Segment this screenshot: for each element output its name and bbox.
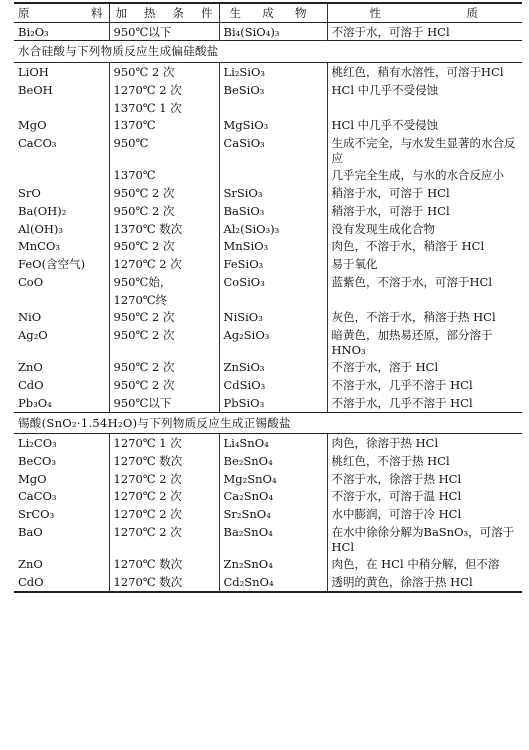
property-cell: 不溶于水，徐溶于热 HCl <box>327 470 522 488</box>
product-cell <box>219 166 327 184</box>
property-cell: 不溶于水，几乎不溶于 HCl <box>327 394 522 412</box>
product-cell: BeSiO₃ <box>219 81 327 99</box>
product-cell: ZnSiO₃ <box>219 358 327 376</box>
heating-condition-cell: 950℃ 2 次 <box>109 202 219 220</box>
material-cell: SrCO₃ <box>18 507 55 522</box>
heating-condition-cell: 1270℃ 2 次 <box>109 523 219 555</box>
material-cell: MgO <box>18 118 47 133</box>
table-row <box>14 255 522 273</box>
heating-condition-cell: 950℃ 2 次 <box>109 63 219 81</box>
material-cell: NiO <box>18 310 42 325</box>
section-heading: 锡酸(SnO₂·1.54H₂O)与下列物质反应生成正锡酸盐 <box>14 412 522 434</box>
product-cell: Bi₄(SiO₄)₃ <box>219 22 327 41</box>
header-product: 生成物 <box>219 3 327 22</box>
property-cell: 透明的黄色，徐溶于热 HCl <box>327 573 522 592</box>
heating-condition-cell: 1370℃ <box>109 166 219 184</box>
table-row <box>14 487 522 505</box>
product-cell: CaSiO₃ <box>219 134 327 166</box>
table-group <box>14 22 522 41</box>
header-row <box>14 3 522 22</box>
product-cell: Cd₂SnO₄ <box>219 573 327 592</box>
property-cell: 蓝紫色，不溶于水，可溶于HCl <box>327 273 522 291</box>
material-cell: CoO <box>18 274 44 289</box>
table-row <box>14 555 522 573</box>
product-cell: Be₂SnO₄ <box>219 452 327 470</box>
material-cell: BaO <box>18 524 43 539</box>
product-cell: Al₂(SiO₃)₃ <box>219 220 327 238</box>
table-row <box>14 326 522 358</box>
heating-condition-cell: 1370℃ <box>109 116 219 134</box>
property-cell <box>327 291 522 309</box>
table-row <box>14 358 522 376</box>
header-raw-material: 原料 <box>14 3 109 22</box>
material-cell: MnCO₃ <box>18 239 61 254</box>
heating-condition-cell: 950℃以下 <box>109 394 219 412</box>
table-row <box>14 376 522 394</box>
material-cell: CdO <box>14 573 109 592</box>
property-cell: HCl 中几乎不受侵蚀 <box>327 81 522 99</box>
heating-condition-cell: 1270℃ 2 次 <box>109 255 219 273</box>
table-row <box>14 452 522 470</box>
property-cell: 肉色，在 HCl 中稍分解，但不溶 <box>327 555 522 573</box>
table-row <box>14 166 522 184</box>
heating-condition-cell: 950℃ 2 次 <box>109 184 219 202</box>
property-cell: 暗黄色，加热易还原，部分溶于HNO₃ <box>327 326 522 358</box>
property-cell: 桃红色，稍有水溶性，可溶于HCl <box>327 63 522 81</box>
property-cell: 几乎完全生成，与水的水合反应小 <box>327 166 522 184</box>
product-cell: CdSiO₃ <box>219 376 327 394</box>
product-cell: Li₂SiO₃ <box>219 63 327 81</box>
material-cell: ZnO <box>18 360 43 375</box>
table-row <box>14 505 522 523</box>
property-cell: 在水中徐徐分解为BaSnO₃，可溶于 HCl <box>327 523 522 555</box>
product-cell: MnSiO₃ <box>219 237 327 255</box>
material-cell: CdO <box>18 378 44 393</box>
property-cell: 肉色，不溶于水，稍溶于 HCl <box>327 237 522 255</box>
product-cell: FeSiO₃ <box>219 255 327 273</box>
silicate-stannate-table <box>14 2 522 593</box>
heating-condition-cell: 950℃ 2 次 <box>109 237 219 255</box>
property-cell: 桃红色，不溶于热 HCl <box>327 452 522 470</box>
product-cell: NiSiO₃ <box>219 308 327 326</box>
property-cell: 水中膨润，可溶于冷 HCl <box>327 505 522 523</box>
heating-condition-cell: 950℃始， <box>109 273 219 291</box>
header-heating-conditions: 加热条件 <box>109 3 219 22</box>
product-cell: MgSiO₃ <box>219 116 327 134</box>
material-cell: CaCO₃ <box>18 136 57 151</box>
product-cell: Ba₂SnO₄ <box>219 523 327 555</box>
material-cell: MgO <box>18 471 47 486</box>
material-cell: Al(OH)₃ <box>18 221 64 236</box>
heating-condition-cell: 950℃ 2 次 <box>109 376 219 394</box>
table-row <box>14 308 522 326</box>
section-heading-row <box>14 412 522 434</box>
heating-condition-cell: 1270℃ 数次 <box>109 452 219 470</box>
material-cell: SrO <box>18 186 41 201</box>
property-cell: 稍溶于水，可溶于 HCl <box>327 184 522 202</box>
material-cell <box>14 291 109 309</box>
table-row <box>14 434 522 452</box>
heating-condition-cell: 1270℃ 2 次 <box>109 487 219 505</box>
section-heading: 水合硅酸与下列物质反应生成偏硅酸盐 <box>14 41 522 63</box>
heating-condition-cell: 950℃ 2 次 <box>109 358 219 376</box>
table-row <box>14 63 522 81</box>
heating-condition-cell: 1270℃ 数次 <box>109 555 219 573</box>
property-cell: 不溶于水，几乎不溶于 HCl <box>327 376 522 394</box>
heating-condition-cell: 950℃ 2 次 <box>109 326 219 358</box>
table-row <box>14 81 522 99</box>
material-cell: Li₂CO₃ <box>18 436 57 451</box>
property-cell: 生成不完全，与水发生显著的水合反应 <box>327 134 522 166</box>
property-cell: 稍溶于水，可溶于 HCl <box>327 202 522 220</box>
material-cell: BeCO₃ <box>18 453 57 468</box>
table-row <box>14 116 522 134</box>
material-cell: ZnO <box>18 557 43 572</box>
table-row <box>14 237 522 255</box>
table-row <box>14 273 522 291</box>
property-cell: 易于氧化 <box>327 255 522 273</box>
heating-condition-cell: 950℃ 2 次 <box>109 308 219 326</box>
table-row <box>14 99 522 117</box>
table-row <box>14 291 522 309</box>
table-group <box>14 412 522 592</box>
table-row <box>14 184 522 202</box>
table-row <box>14 523 522 555</box>
property-cell: 灰色，不溶于水，稍溶于热 HCl <box>327 308 522 326</box>
product-cell <box>219 291 327 309</box>
material-cell: Ba(OH)₂ <box>18 203 67 218</box>
material-cell: FeO(含空气) <box>18 257 86 272</box>
table-row <box>14 573 522 592</box>
section-heading-row <box>14 41 522 63</box>
heating-condition-cell: 1370℃ 数次 <box>109 220 219 238</box>
heating-condition-cell: 1270℃终 <box>109 291 219 309</box>
material-cell: Pb₃O₄ <box>18 395 52 410</box>
product-cell: Ca₂SnO₄ <box>219 487 327 505</box>
table-row <box>14 394 522 412</box>
property-cell: 不溶于水，可溶于 HCl <box>327 22 522 41</box>
product-cell: PbSiO₃ <box>219 394 327 412</box>
heating-condition-cell: 1270℃ 2 次 <box>109 81 219 99</box>
material-cell: Ag₂O <box>18 327 48 342</box>
property-cell: 肉色，徐溶于热 HCl <box>327 434 522 452</box>
property-cell <box>327 99 522 117</box>
property-cell: 不溶于水，可溶于温 HCl <box>327 487 522 505</box>
table-row <box>14 202 522 220</box>
material-cell <box>14 99 109 117</box>
header-properties: 性质 <box>327 3 522 22</box>
heating-condition-cell: 1270℃ 1 次 <box>109 434 219 452</box>
product-cell: Zn₂SnO₄ <box>219 555 327 573</box>
table-header <box>14 3 522 22</box>
product-cell: Ag₂SiO₃ <box>219 326 327 358</box>
material-cell <box>14 166 109 184</box>
product-cell: SrSiO₃ <box>219 184 327 202</box>
property-cell: HCl 中几乎不受侵蚀 <box>327 116 522 134</box>
product-cell: CoSiO₃ <box>219 273 327 291</box>
material-cell: CaCO₃ <box>18 489 57 504</box>
table-row <box>14 22 522 41</box>
heating-condition-cell: 1370℃ 1 次 <box>109 99 219 117</box>
heating-condition-cell: 1270℃ 2 次 <box>109 470 219 488</box>
product-cell: Mg₂SnO₄ <box>219 470 327 488</box>
material-cell: Bi₂O₃ <box>18 24 49 39</box>
property-cell: 没有发现生成化合物 <box>327 220 522 238</box>
material-cell: BeOH <box>18 82 53 97</box>
product-cell <box>219 99 327 117</box>
product-cell: Li₄SnO₄ <box>219 434 327 452</box>
property-cell: 不溶于水，溶于 HCl <box>327 358 522 376</box>
table-row <box>14 470 522 488</box>
table-group <box>14 41 522 412</box>
product-cell: BaSiO₃ <box>219 202 327 220</box>
heating-condition-cell: 1270℃ 2 次 <box>109 505 219 523</box>
table-row <box>14 134 522 166</box>
heating-condition-cell: 1270℃ 数次 <box>109 573 219 592</box>
heating-condition-cell: 950℃以下 <box>109 22 219 41</box>
table-row <box>14 220 522 238</box>
heating-condition-cell: 950℃ <box>109 134 219 166</box>
product-cell: Sr₂SnO₄ <box>219 505 327 523</box>
material-cell: LiOH <box>18 65 49 80</box>
